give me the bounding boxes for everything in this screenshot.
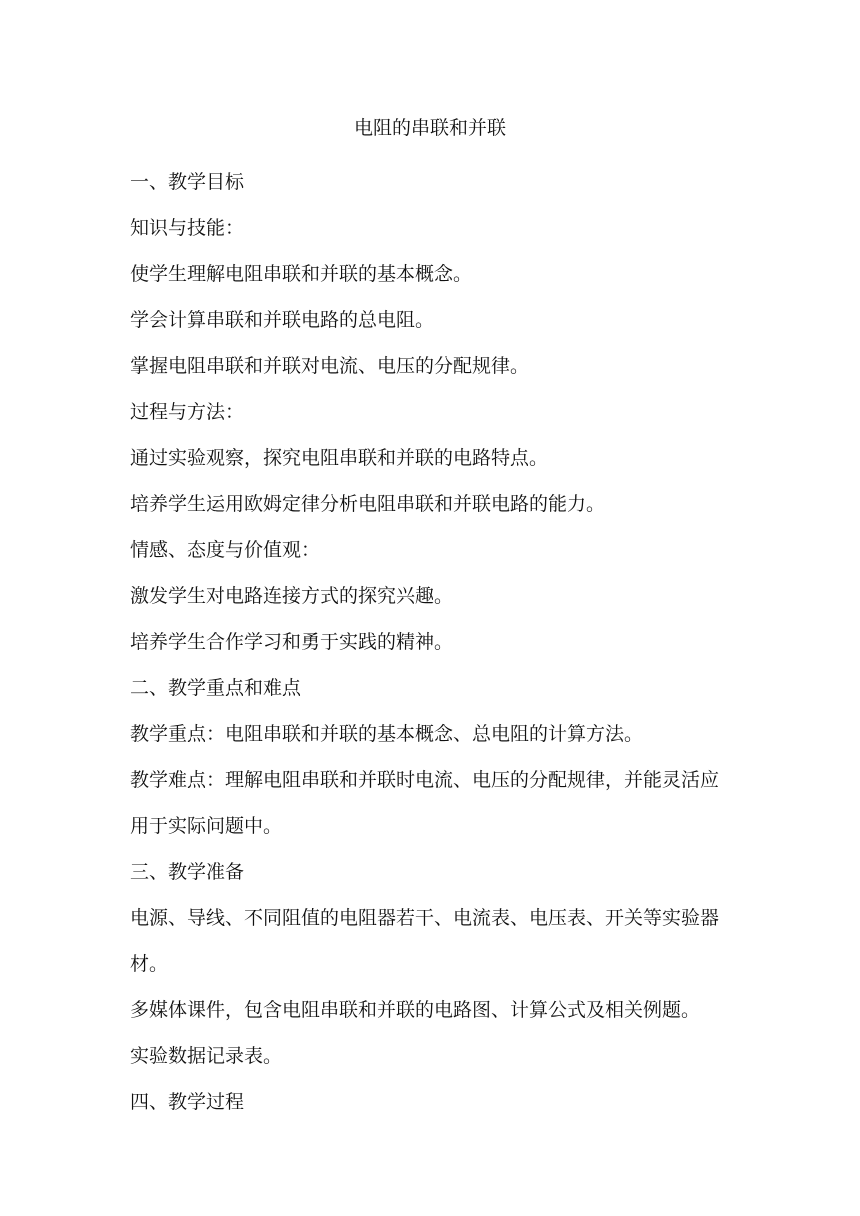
list-item: 掌握电阻串联和并联对电流、电压的分配规律。	[130, 355, 530, 377]
list-item: 培养学生合作学习和勇于实践的精神。	[130, 631, 454, 653]
list-item: 电源、导线、不同阻值的电阻器若干、电流表、电压表、开关等实验器材。	[130, 907, 720, 975]
list-item: 通过实验观察，探究电阻串联和并联的电路特点。	[130, 447, 549, 469]
section-heading-preparation: 三、教学准备	[130, 861, 245, 883]
teaching-difficulty: 教学难点：理解电阻串联和并联时电流、电压的分配规律，并能灵活应用于实际问题中。	[130, 769, 720, 837]
list-item: 激发学生对电路连接方式的探究兴趣。	[130, 585, 454, 607]
subheading-knowledge-skills: 知识与技能：	[130, 217, 245, 239]
document-title: 电阻的串联和并联	[353, 117, 506, 139]
list-item: 学会计算串联和并联电路的总电阻。	[130, 309, 435, 331]
subheading-process-methods: 过程与方法：	[130, 401, 245, 423]
list-item: 使学生理解电阻串联和并联的基本概念。	[130, 263, 473, 285]
section-heading-objectives: 一、教学目标	[130, 171, 245, 193]
list-item: 培养学生运用欧姆定律分析电阻串联和并联电路的能力。	[130, 493, 606, 515]
subheading-emotion-attitude-values: 情感、态度与价值观：	[130, 539, 321, 561]
section-heading-process: 四、教学过程	[130, 1091, 245, 1113]
list-item: 实验数据记录表。	[130, 1045, 283, 1067]
teaching-focus: 教学重点：电阻串联和并联的基本概念、总电阻的计算方法。	[130, 723, 644, 745]
document-body	[130, 159, 735, 1125]
section-heading-key-points: 二、教学重点和难点	[130, 677, 302, 699]
list-item: 多媒体课件，包含电阻串联和并联的电路图、计算公式及相关例题。	[130, 999, 701, 1021]
